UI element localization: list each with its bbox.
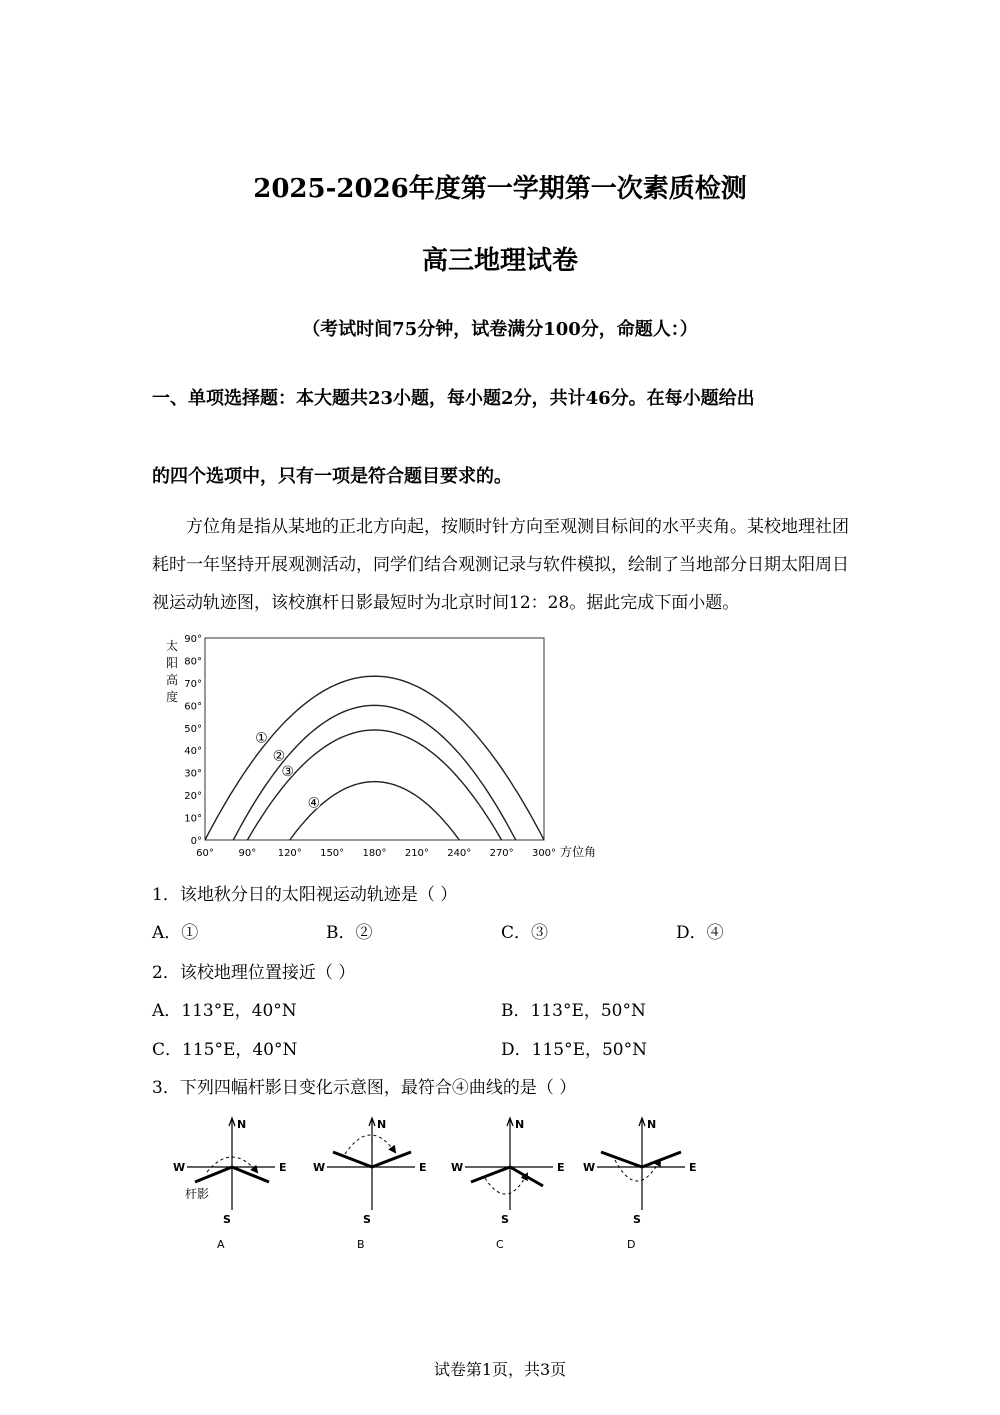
q1-option-a[interactable]: A．① — [152, 923, 199, 943]
shadow-label: 杆影 — [185, 1187, 210, 1201]
y-tick-label: 80° — [184, 656, 202, 668]
series-label-2: ② — [272, 748, 286, 765]
question-3-stem: 3．下列四幅杆影日变化示意图，最符合④曲线的是（ ） — [152, 1078, 577, 1098]
y-tick-label: 90° — [184, 634, 202, 645]
sun-path-3 — [247, 730, 501, 840]
x-tick-label: 240° — [447, 848, 472, 859]
shadow-diagrams — [165, 1112, 705, 1257]
south-label: S — [363, 1213, 371, 1226]
x-tick-label: 180° — [362, 848, 387, 859]
shadow-diagram-c[interactable] — [451, 1118, 565, 1251]
exam-note: （考试时间75分钟，试卷满分100分，命题人：） — [302, 319, 698, 340]
y-axis-label-char: 太 — [165, 639, 179, 653]
sun-path-2 — [233, 705, 516, 840]
series-label-4: ④ — [307, 795, 321, 812]
x-tick-label: 90° — [238, 848, 257, 859]
q1-option-b[interactable]: B．② — [326, 923, 373, 943]
x-axis-label: 方位角 — [560, 845, 597, 859]
y-axis-label-char: 高 — [165, 673, 179, 687]
section-heading-line1: 一、单项选择题：本大题共23小题，每小题2分，共计46分。在每小题给出 — [152, 388, 755, 409]
q2-option-c[interactable]: C．115°E，40°N — [152, 1040, 298, 1060]
y-tick-label: 40° — [184, 746, 202, 758]
north-label: N — [647, 1118, 657, 1131]
north-label: N — [237, 1118, 247, 1131]
sun-path-1 — [205, 676, 544, 840]
south-label: S — [501, 1213, 509, 1226]
y-tick-label: 60° — [184, 701, 202, 713]
q2-option-a[interactable]: A．113°E，40°N — [152, 1001, 297, 1021]
east-label: E — [689, 1161, 697, 1174]
x-tick-label: 120° — [277, 848, 302, 859]
south-label: S — [633, 1213, 641, 1226]
y-axis-label-char: 度 — [165, 690, 179, 704]
q2-option-b[interactable]: B．113°E，50°N — [501, 1001, 646, 1021]
exam-subtitle: 高三地理试卷 — [421, 246, 578, 276]
diagram-label-a: A — [217, 1238, 225, 1251]
east-label: E — [419, 1161, 427, 1174]
x-tick-label: 270° — [489, 848, 514, 859]
west-label: W — [313, 1161, 326, 1174]
question-2-stem: 2．该校地理位置接近（ ） — [152, 963, 356, 983]
q2-option-d[interactable]: D．115°E，50°N — [501, 1040, 647, 1060]
east-label: E — [557, 1161, 565, 1174]
sun-path-chart — [160, 628, 610, 863]
west-label: W — [583, 1161, 596, 1174]
series-label-1: ① — [255, 730, 268, 747]
y-tick-label: 20° — [184, 791, 202, 803]
east-label: E — [279, 1161, 287, 1174]
passage: 方位角是指从某地的正北方向起，按顺时针方向至观测目标间的水平夹角。某校地理社团耗时一年坚持开展观测活动，同学们结合观测记录与软件模拟，绘制了当地部分日期太阳周日视运动轨迹图，该校旗杆日影最短时为北京时间12：28。据此完成下面小题。 — [152, 517, 849, 613]
exam-title: 2025-2026年度第一学期第一次素质检测 — [253, 174, 747, 204]
west-label: W — [451, 1161, 464, 1174]
q1-option-d[interactable]: D．④ — [676, 923, 724, 943]
x-tick-label: 300° — [531, 848, 557, 859]
diagram-label-d: D — [627, 1238, 636, 1251]
west-label: W — [173, 1161, 186, 1174]
x-tick-label: 150° — [320, 848, 345, 859]
question-1-stem: 1．该地秋分日的太阳视运动轨迹是（ ） — [152, 885, 458, 905]
series-label-3: ③ — [281, 763, 294, 780]
diagram-label-b: B — [357, 1238, 365, 1251]
x-tick-label: 60° — [196, 848, 214, 859]
q1-option-c[interactable]: C．③ — [501, 923, 549, 943]
shadow-diagram-d[interactable] — [583, 1118, 697, 1251]
north-label: N — [515, 1118, 525, 1131]
y-tick-label: 0° — [190, 836, 202, 847]
section-heading-line2: 的四个选项中，只有一项是符合题目要求的。 — [152, 466, 512, 487]
south-label: S — [223, 1213, 231, 1226]
x-tick-label: 210° — [404, 848, 429, 859]
page-footer: 试卷第1页，共3页 — [433, 1360, 567, 1379]
diagram-label-c: C — [496, 1238, 504, 1251]
y-tick-label: 10° — [184, 813, 202, 825]
y-tick-label: 50° — [184, 723, 202, 735]
shadow-diagram-a[interactable] — [173, 1118, 287, 1251]
north-label: N — [377, 1118, 387, 1131]
shadow-diagram-b[interactable] — [313, 1118, 427, 1251]
y-tick-label: 70° — [184, 678, 202, 690]
y-tick-label: 30° — [184, 768, 202, 780]
y-axis-label-char: 阳 — [165, 656, 179, 670]
